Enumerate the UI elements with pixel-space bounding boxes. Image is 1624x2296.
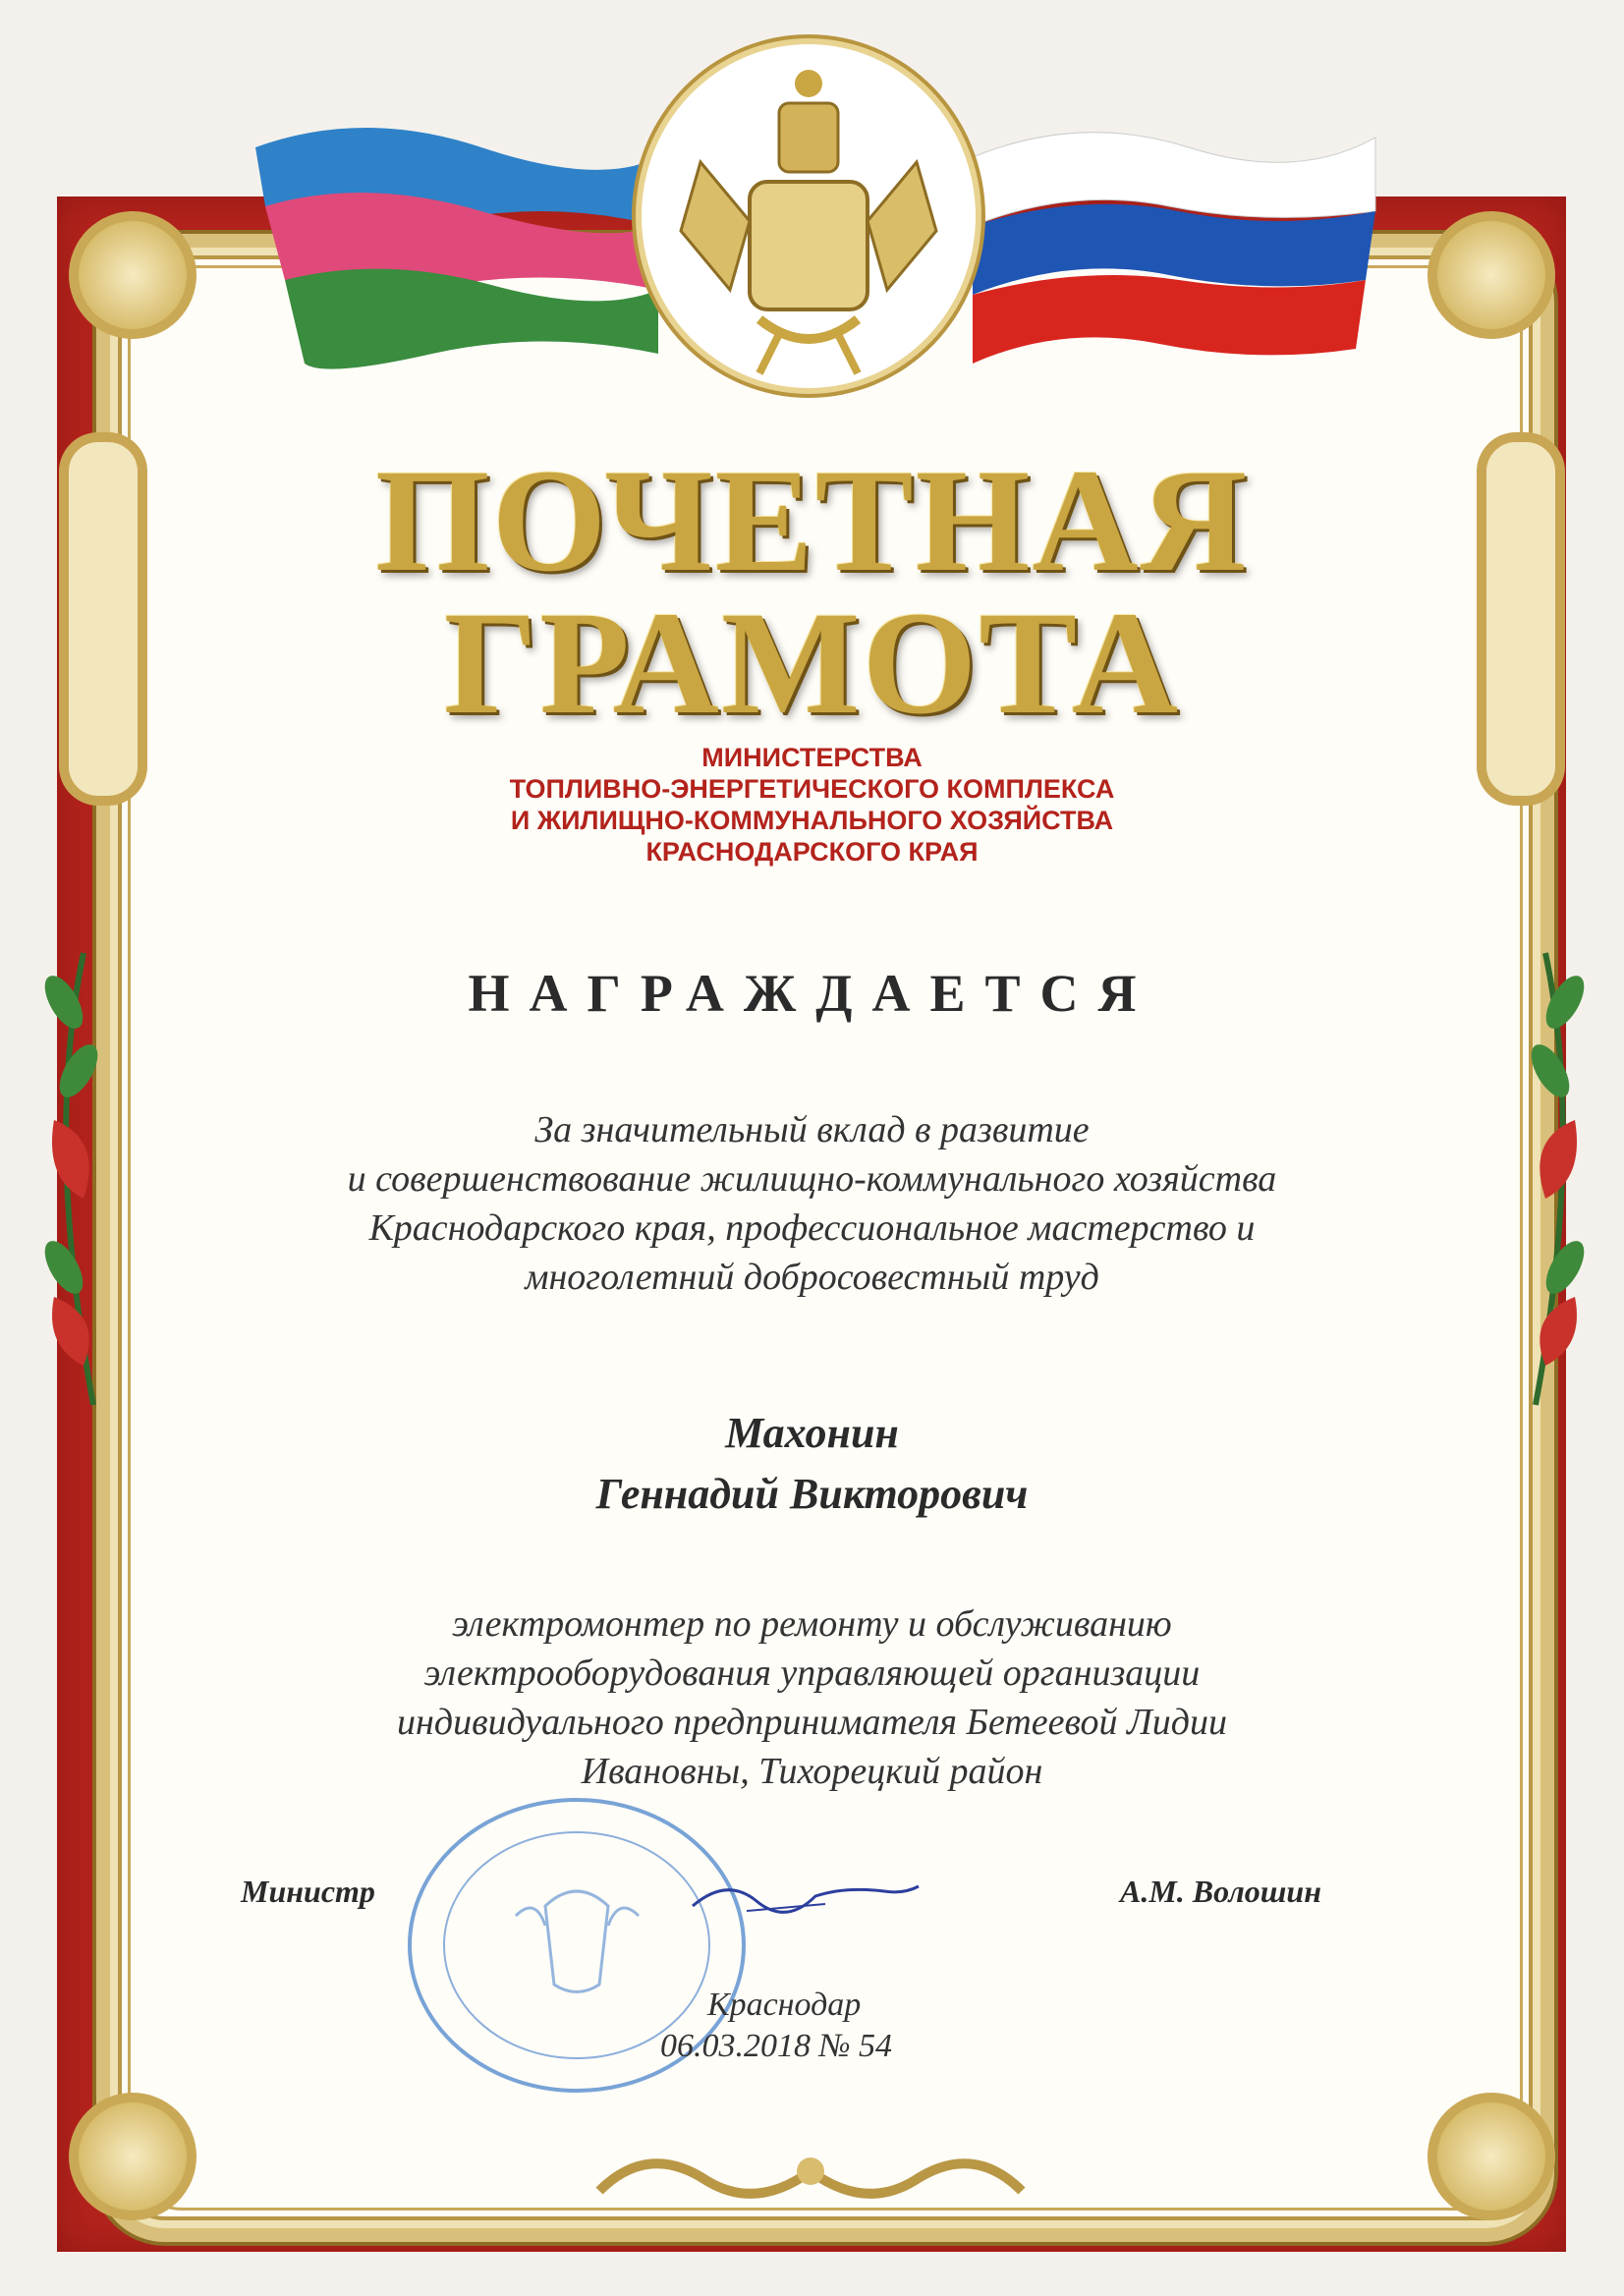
ornament-corner-top-left (69, 211, 196, 339)
awarded-label: НАГРАЖДАЕТСЯ (468, 964, 1156, 1023)
ornament-corner-bottom-right (1428, 2093, 1555, 2220)
reason-line: многолетний добросовестный труд (525, 1257, 1099, 1298)
signatory-name: А.М. Волошин (1120, 1874, 1321, 1909)
russia-flag-icon (973, 133, 1375, 364)
recipient-position (0, 1599, 1624, 1796)
issuer-line: ТОПЛИВНО-ЭНЕРГЕТИЧЕСКОГО КОМПЛЕКСА (509, 774, 1115, 804)
place-date-block (660, 1985, 963, 2067)
certificate-title-line2: ГРАМОТА (443, 582, 1181, 745)
issue-place: Краснодар (707, 1987, 862, 2023)
coat-of-arms-icon (642, 44, 976, 388)
krasnodar-flag-icon (255, 128, 658, 369)
emblem-medallion (642, 44, 976, 388)
issuer-line: И ЖИЛИЩНО-КОММУНАЛЬНОГО ХОЗЯЙСТВА (510, 806, 1114, 835)
award-reason (0, 1105, 1624, 1302)
position-line: электрооборудования управляющей организации (423, 1652, 1201, 1694)
recipient-given-names: Геннадий Викторович (595, 1470, 1029, 1518)
reason-line: Краснодарского края, профессиональное мастерство и (368, 1207, 1256, 1249)
recipient-name (0, 1403, 1624, 1525)
position-line: Ивановны, Тихорецкий район (581, 1751, 1043, 1792)
issuer-line: КРАСНОДАРСКОГО КРАЯ (645, 837, 979, 867)
signature (688, 1867, 924, 1926)
reason-line: и совершенствование жилищно-коммунального хозяйства (347, 1158, 1277, 1200)
certificate-title-line1: ПОЧЕТНАЯ (374, 439, 1250, 602)
bottom-ornament (589, 2142, 1032, 2211)
issue-date-number: 06.03.2018 № 54 (660, 2028, 893, 2064)
issuer-block (0, 742, 1624, 868)
signatory-title: Министр (241, 1874, 375, 1909)
position-line: индивидуального предпринимателя Бетеевой Лидии (397, 1702, 1227, 1743)
recipient-surname: Махонин (725, 1409, 899, 1457)
position-line: электромонтер по ремонту и обслуживанию (452, 1603, 1172, 1645)
reason-line: За значительный вклад в развитие (534, 1109, 1090, 1150)
ornament-corner-top-right (1428, 211, 1555, 339)
issuer-line: МИНИСТЕРСТВА (701, 743, 923, 772)
ornament-corner-bottom-left (69, 2093, 196, 2220)
